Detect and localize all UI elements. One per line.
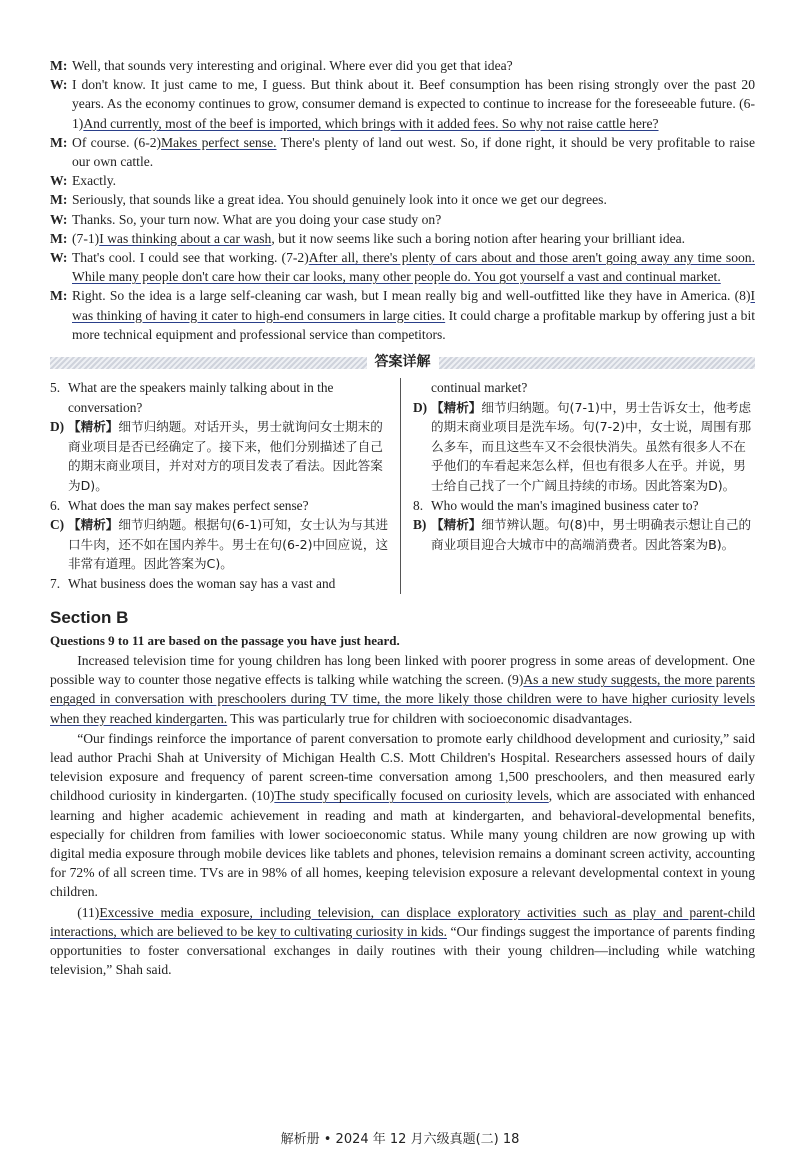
answer-choice: B): [413, 517, 427, 533]
speaker-label: M:: [50, 58, 68, 73]
answer-choice: C): [50, 517, 65, 533]
speaker-label: W:: [50, 250, 68, 266]
text-run: This was particularly true for children with socioeconomic disadvantages.: [227, 710, 633, 726]
text-run: I don't know. It just came to me, I guess. But think about it. Beef consumption has been rising strongly over the past 20 years. As the economy continues to grow, consumer demand is expected to continue to increase for the foreseeable future. (6-1): [72, 77, 755, 131]
question: [50, 574, 392, 594]
passage-paragraph: [50, 729, 755, 902]
text-run: (7-1): [72, 230, 100, 246]
answers-columns: [50, 378, 755, 594]
dialogue-line: [50, 248, 755, 286]
explanation-text: 细节归纳题。根据句(6-1)可知，女士认为与其进口牛肉，还不如在国内养牛。男士在句(6-2)中回应说，这非常有道理。因此答案为C)。: [68, 517, 389, 572]
question-text: What business does the woman say has a vast and: [68, 575, 336, 591]
underlined-key-sentence: As a new study suggests, the more parents engaged in conversation with preschoolers during TV time, the more likely those children were to have higher curiosity levels when they reached kindergarten.: [50, 672, 755, 726]
underlined-key-sentence: After all, there's plenty of cars about and those aren't going away any time soon. While many people don't care how their car looks, many other people do. You got yourself a vast and continual market.: [72, 250, 755, 285]
answer-explanation: [413, 398, 755, 496]
text-run: (11): [77, 904, 100, 920]
passage: [50, 651, 755, 979]
explanation-tag: 【精析】: [68, 419, 119, 435]
speaker-label: W:: [50, 77, 68, 93]
dialogue-line: [50, 171, 755, 190]
explanation-tag: 【精析】: [431, 399, 482, 415]
underlined-key-sentence: The study specifically focused on curiosity levels: [274, 788, 549, 804]
dialogue-line: [50, 133, 755, 171]
text-run: , which are associated with enhanced learning and higher academic achievement in reading and math at kindergarten, and behavioral-developmental benefits, especially for children from families with lower socioeconomic status. While many young children are now growing up with digital media exposure through mobile devices like tablets and phones, television remains a dominant screen activity, accounting for 72% of all screen time. TVs are in 98% of all homes, keeping television exposure a relevant developmental context in young children.: [50, 788, 755, 900]
question: [50, 378, 392, 417]
question-text: continual market?: [431, 380, 528, 396]
dialogue-line: [50, 286, 755, 344]
question-number: 8.: [413, 497, 424, 513]
question-text: What does the man say makes perfect sense?: [68, 497, 309, 513]
underlined-key-sentence: And currently, most of the beef is imported, which brings with it added fees. So why not raise cattle here?: [83, 115, 659, 131]
dialogue-line: [50, 229, 755, 248]
explanation-tag: 【精析】: [431, 517, 482, 533]
explanation-text: 细节辨认题。句(8)中，男士明确表示想让自己的商业项目迎合大城市中的高端消费者。因此答案为B)。: [431, 517, 752, 552]
question-number: 6.: [50, 497, 61, 513]
answer-explanation: [50, 515, 392, 574]
answers-left-column: [50, 378, 401, 594]
dialogue-line: [50, 56, 755, 75]
question-number: 7.: [50, 575, 61, 591]
explanation-text: 细节归纳题。对话开头，男士就询问女士期末的商业项目是否已经确定了。接下来，他们分别描述了自己的期末商业项目，并对对方的项目发表了看法。因此答案为D)。: [68, 419, 383, 494]
text-run: Seriously, that sounds like a great idea. You should genuinely look into it once we get our degrees.: [72, 192, 607, 208]
text-run: Exactly.: [72, 173, 117, 189]
text-run: Of course. (6-2): [72, 134, 162, 150]
speaker-label: M:: [50, 134, 68, 150]
section-title: Section B: [50, 607, 129, 627]
answer-explanation: [50, 417, 392, 495]
divider-band-left: [50, 357, 367, 369]
underlined-key-sentence: Excessive media exposure, including television, can displace exploratory activities such as play and parent-child interactions, which are believed to be key to cultivating curiosity in kids.: [50, 904, 755, 939]
speaker-label: M:: [50, 288, 68, 304]
text-run: “Our findings reinforce the importance of parent conversation to promote early childhood development and curiosity,” said lead author Prachi Shah at University of Michigan Health C.S. Mott Children's Hospital. Researchers assessed hours of daily television exposure and frequency of parent screen-time conversation among 1,500 preschoolers, and then measured early childhood curiosity in kindergarten. (10): [50, 730, 755, 804]
question: [413, 496, 755, 516]
text-run: , but it now seems like such a boring notion after hearing your brilliant idea.: [271, 230, 686, 246]
explanation-text: 细节归纳题。句(7-1)中，男士告诉女士，他考虑的期末商业项目是洗车场。句(7-2)中，女士说，周围有那么多车，而且这些车又不会很快消失。虽然有很多人不在乎他们的车看起来怎么样，但也有很多人在乎。并说，男士给自己找了一个广阔且持续的市场。因此答案为D)。: [431, 399, 752, 494]
speaker-label: W:: [50, 211, 68, 227]
question: [413, 378, 755, 398]
text-run: That's cool. I could see that working. (7-2): [72, 250, 309, 266]
text-run: Well, that sounds very interesting and original. Where ever did you get that idea?: [72, 58, 513, 73]
answer-choice: D): [50, 419, 65, 435]
dialogue-line: [50, 210, 755, 229]
explanation-tag: 【精析】: [68, 517, 119, 533]
answer-explanation: [413, 515, 755, 554]
answer-choice: D): [413, 399, 428, 415]
answers-divider: [50, 352, 755, 374]
page-content: [50, 56, 755, 979]
underlined-key-sentence: I was thinking about a car wash: [99, 230, 272, 246]
text-run: It could charge a profitable markup by offering just a bit more technical equipment and professional service than competitors.: [72, 307, 755, 342]
dialogue-line: [50, 75, 755, 133]
answers-right-column: [401, 378, 755, 594]
divider-band-right: [439, 357, 756, 369]
page-footer: 解析册 • 2024 年 12 月六级真题(二) 18: [280, 1132, 520, 1147]
dialogue-line: [50, 190, 755, 209]
section-instruction: Questions 9 to 11 are based on the passage you have just heard.: [50, 632, 400, 648]
text-run: There's plenty of land out west. So, if done right, it should be very profitable to raise our own cattle.: [72, 134, 756, 170]
question: [50, 496, 392, 516]
question-text: What are the speakers mainly talking about in the conversation?: [68, 380, 334, 415]
speaker-label: W:: [50, 173, 68, 189]
question-text: Who would the man's imagined business cater to?: [431, 497, 699, 513]
answers-header: 答案详解: [374, 354, 431, 371]
passage-paragraph: [50, 651, 755, 728]
underlined-key-sentence: I was thinking of having it cater to high-end consumers in large cities.: [72, 288, 755, 323]
passage-paragraph: [50, 903, 755, 980]
speaker-label: M:: [50, 192, 68, 208]
text-run: Right. So the idea is a large self-cleaning car wash, but I mean really big and well-outfitted like they have in America. (8): [72, 288, 751, 304]
speaker-label: M:: [50, 230, 68, 246]
text-run: “Our findings suggest the importance of parents finding opportunities to foster conversational exchanges in daily routines with their young children—including while watching television,” Shah said.: [50, 923, 755, 978]
text-run: Thanks. So, your turn now. What are you doing your case study on?: [72, 211, 442, 227]
dialogue-transcript: [50, 56, 755, 344]
question-number: 5.: [50, 380, 61, 396]
underlined-key-sentence: Makes perfect sense.: [161, 134, 277, 150]
text-run: Increased television time for young children has long been linked with poorer progress in some areas of development. One possible way to counter those negative effects is talking while watching the screen. (9): [50, 652, 755, 688]
